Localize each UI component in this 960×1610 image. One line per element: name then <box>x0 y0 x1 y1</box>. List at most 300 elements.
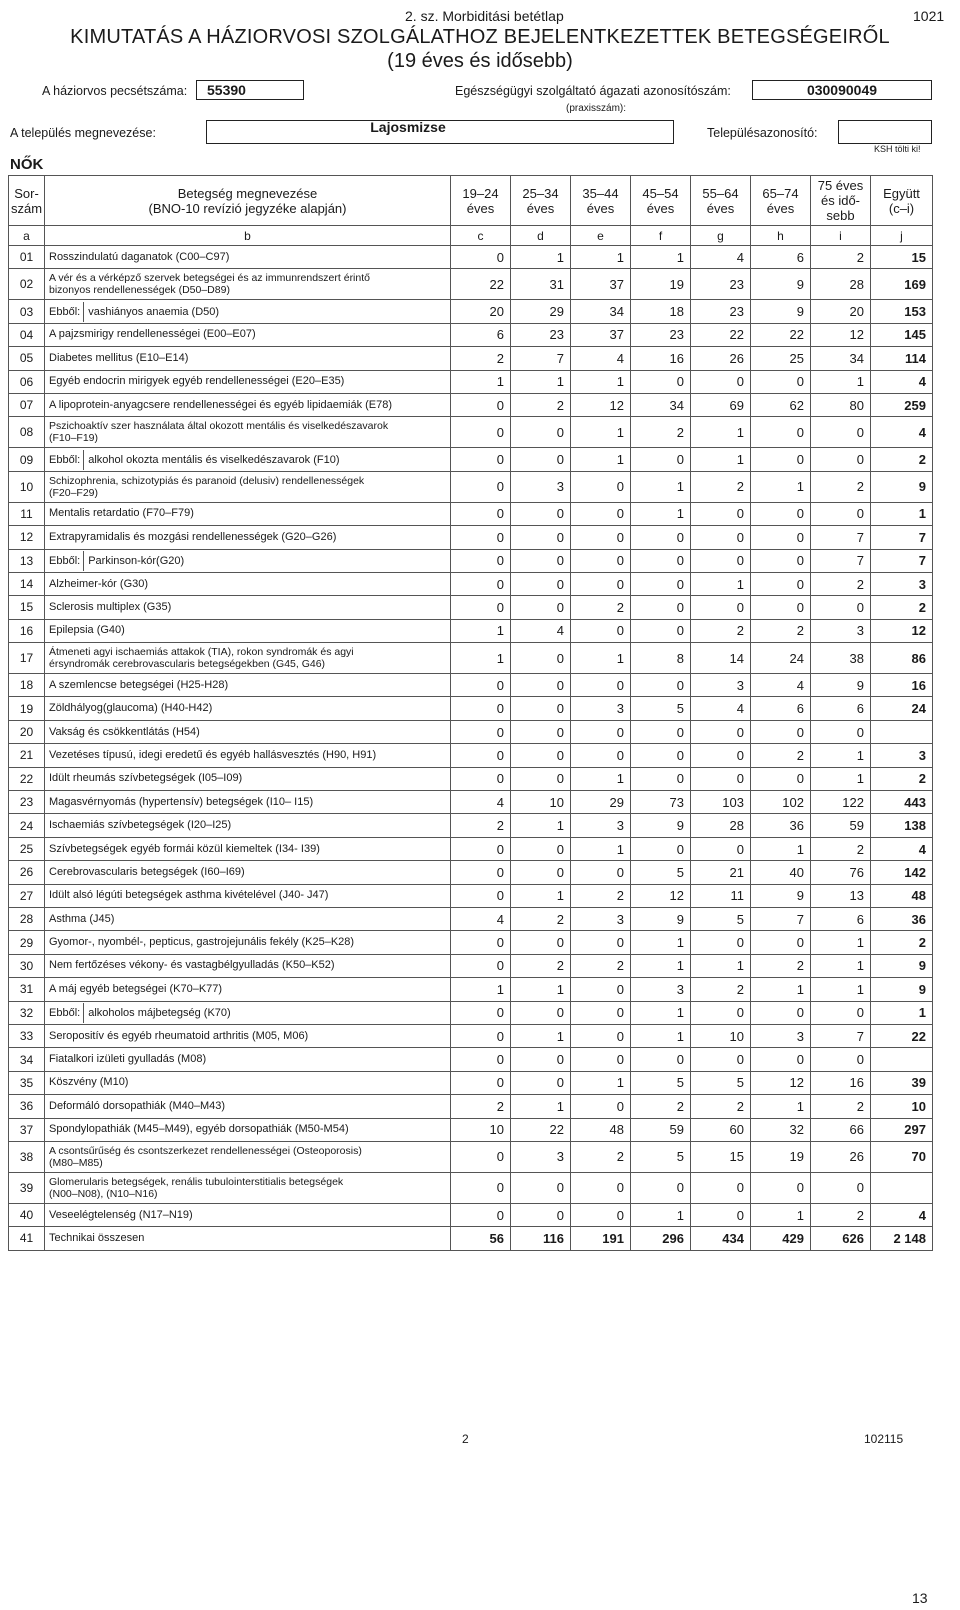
count-cell: 0 <box>451 884 511 907</box>
table-row <box>9 837 933 860</box>
count-cell: 9 <box>631 814 691 837</box>
total-cell: 1 <box>871 1001 933 1024</box>
count-cell: 0 <box>571 744 631 767</box>
disease-name <box>45 744 451 767</box>
count-cell: 0 <box>571 619 631 642</box>
count-cell: 0 <box>451 393 511 416</box>
ksh-note: KSH tölti ki! <box>874 144 921 154</box>
table-row <box>9 1227 933 1250</box>
prefix-divider <box>83 450 84 470</box>
count-cell: 1 <box>571 448 631 471</box>
count-cell: 0 <box>571 502 631 525</box>
count-cell: 0 <box>631 596 691 619</box>
count-cell: 1 <box>511 884 571 907</box>
count-cell: 56 <box>451 1227 511 1250</box>
count-cell: 0 <box>511 526 571 549</box>
count-cell: 0 <box>811 448 871 471</box>
count-cell: 0 <box>571 526 631 549</box>
count-cell: 12 <box>631 884 691 907</box>
count-cell: 1 <box>511 1095 571 1118</box>
disease-name-line1: Technikai összesen <box>49 1231 145 1244</box>
disease-name <box>45 370 451 393</box>
row-number: 24 <box>9 814 45 837</box>
count-cell: 0 <box>691 549 751 572</box>
count-cell: 1 <box>691 954 751 977</box>
count-cell: 5 <box>631 697 691 720</box>
disease-name-line1: A csontsűrűség és csontszerkezet rendellenességei (Osteoporosis) <box>49 1144 362 1157</box>
count-cell: 1 <box>691 572 751 595</box>
settlement-label: A település megnevezése: <box>10 126 156 140</box>
count-cell: 0 <box>691 767 751 790</box>
count-cell: 191 <box>571 1227 631 1250</box>
disease-name-line1: Seropositív és egyéb rheumatoid arthritis (M05, M06) <box>49 1029 309 1042</box>
count-cell: 0 <box>571 471 631 502</box>
disease-name <box>45 300 451 323</box>
disease-name-line1: Pszichoaktív szer használata által okozott mentális és viselkedészavarok <box>49 420 389 433</box>
count-cell: 69 <box>691 393 751 416</box>
total-cell: 1 <box>871 502 933 525</box>
total-cell: 2 <box>871 448 933 471</box>
disease-name <box>45 1024 451 1047</box>
row-number: 28 <box>9 907 45 930</box>
col-letter: d <box>511 226 571 246</box>
sector-id-label: Egészségügyi szolgáltató ágazati azonosítószám: <box>455 84 731 98</box>
row-number: 16 <box>9 619 45 642</box>
disease-name <box>45 1118 451 1141</box>
row-number: 17 <box>9 643 45 674</box>
row-number: 05 <box>9 347 45 370</box>
count-cell: 23 <box>691 269 751 300</box>
count-cell: 31 <box>511 269 571 300</box>
count-cell: 28 <box>691 814 751 837</box>
count-cell: 626 <box>811 1227 871 1250</box>
row-number: 38 <box>9 1141 45 1172</box>
count-cell: 0 <box>691 1203 751 1226</box>
prefix-divider <box>83 1003 84 1023</box>
count-cell: 5 <box>631 1141 691 1172</box>
disease-name <box>45 596 451 619</box>
total-cell: 4 <box>871 837 933 860</box>
page-title: KIMUTATÁS A HÁZIORVOSI SZOLGÁLATHOZ BEJELENTKEZETTEK BETEGSÉGEIRŐL <box>70 26 890 48</box>
disease-name <box>45 393 451 416</box>
disease-name-line1: Sclerosis multiplex (G35) <box>49 600 172 613</box>
count-cell: 3 <box>571 814 631 837</box>
count-cell: 1 <box>451 619 511 642</box>
total-cell: 153 <box>871 300 933 323</box>
row-number: 06 <box>9 370 45 393</box>
count-cell: 1 <box>751 978 811 1001</box>
count-cell: 4 <box>751 674 811 697</box>
count-cell: 1 <box>811 931 871 954</box>
count-cell: 0 <box>571 549 631 572</box>
count-cell: 0 <box>631 674 691 697</box>
total-cell: 443 <box>871 791 933 814</box>
count-cell: 22 <box>751 323 811 346</box>
count-cell: 2 <box>691 471 751 502</box>
total-cell <box>871 1172 933 1203</box>
count-cell: 1 <box>631 1203 691 1226</box>
count-cell: 2 <box>571 954 631 977</box>
count-cell: 0 <box>511 744 571 767</box>
count-cell: 0 <box>451 697 511 720</box>
praxis-label: (praxisszám): <box>566 103 627 114</box>
count-cell: 7 <box>811 1024 871 1047</box>
count-cell: 3 <box>631 978 691 1001</box>
disease-name <box>45 549 451 572</box>
disease-name-line1: Szívbetegségek egyéb formái közül kiemeltek (I34- I39) <box>49 842 320 855</box>
count-cell: 0 <box>631 767 691 790</box>
table-row <box>9 1203 933 1226</box>
row-number: 08 <box>9 417 45 448</box>
count-cell: 0 <box>511 1048 571 1071</box>
header-age-35-44: 35–44 éves <box>571 176 631 226</box>
count-cell: 34 <box>571 300 631 323</box>
count-cell: 1 <box>751 1203 811 1226</box>
disease-name-line1: Alzheimer-kór (G30) <box>49 577 149 590</box>
count-cell: 1 <box>631 246 691 269</box>
count-cell: 0 <box>691 1172 751 1203</box>
count-cell: 60 <box>691 1118 751 1141</box>
table-row <box>9 1095 933 1118</box>
count-cell: 122 <box>811 791 871 814</box>
count-cell: 0 <box>571 1048 631 1071</box>
total-cell: 9 <box>871 978 933 1001</box>
count-cell: 2 <box>811 1203 871 1226</box>
col-letter: a <box>9 226 45 246</box>
count-cell: 37 <box>571 269 631 300</box>
count-cell: 0 <box>511 643 571 674</box>
stamp-label: A háziorvos pecsétszáma: <box>42 84 188 98</box>
row-number: 09 <box>9 448 45 471</box>
row-number: 30 <box>9 954 45 977</box>
count-cell: 59 <box>811 814 871 837</box>
table-row <box>9 417 933 448</box>
count-cell: 3 <box>811 619 871 642</box>
count-cell: 0 <box>511 1203 571 1226</box>
total-cell: 169 <box>871 269 933 300</box>
count-cell: 76 <box>811 861 871 884</box>
count-cell: 1 <box>811 744 871 767</box>
col-letter: e <box>571 226 631 246</box>
total-cell: 7 <box>871 549 933 572</box>
disease-name <box>45 471 451 502</box>
table-row <box>9 370 933 393</box>
disease-name-line1: Parkinson-kór(G20) <box>88 554 185 567</box>
total-cell: 48 <box>871 884 933 907</box>
count-cell: 0 <box>691 744 751 767</box>
row-number: 20 <box>9 720 45 743</box>
count-cell: 1 <box>811 978 871 1001</box>
table-row <box>9 300 933 323</box>
disease-name-line1: Epilepsia (G40) <box>49 624 125 637</box>
count-cell: 1 <box>451 370 511 393</box>
table-row <box>9 884 933 907</box>
row-number: 37 <box>9 1118 45 1141</box>
disease-name-line1: Magasvérnyomás (hypertensív) betegségek (I10– I15) <box>49 795 314 808</box>
total-cell: 4 <box>871 417 933 448</box>
count-cell: 0 <box>571 572 631 595</box>
count-cell: 2 <box>691 978 751 1001</box>
disease-name-line1: Deformáló dorsopathiák (M40–M43) <box>49 1099 226 1112</box>
disease-name <box>45 246 451 269</box>
count-cell: 2 <box>451 347 511 370</box>
count-cell: 34 <box>631 393 691 416</box>
disease-name <box>45 448 451 471</box>
disease-name-line2: (F10–F19) <box>49 432 99 445</box>
settlement-id-field[interactable] <box>838 120 932 144</box>
count-cell: 3 <box>691 674 751 697</box>
table-row <box>9 643 933 674</box>
count-cell: 2 <box>631 1095 691 1118</box>
count-cell: 12 <box>571 393 631 416</box>
disease-name-line1: Spondylopathiák (M45–M49), egyéb dorsopathiák (M50-M54) <box>49 1123 349 1136</box>
settlement-field[interactable] <box>206 120 674 144</box>
disease-name <box>45 323 451 346</box>
count-cell: 0 <box>751 502 811 525</box>
total-cell: 9 <box>871 471 933 502</box>
count-cell: 0 <box>511 1172 571 1203</box>
row-number: 23 <box>9 791 45 814</box>
count-cell: 4 <box>451 791 511 814</box>
count-cell: 0 <box>751 526 811 549</box>
count-cell: 1 <box>571 767 631 790</box>
count-cell: 0 <box>811 720 871 743</box>
count-cell: 0 <box>511 674 571 697</box>
count-cell: 2 <box>451 1095 511 1118</box>
count-cell: 48 <box>571 1118 631 1141</box>
disease-name-line1: Gyomor-, nyombél-, pepticus, gastrojejunális fekély (K25–K28) <box>49 936 355 949</box>
count-cell: 18 <box>631 300 691 323</box>
count-cell: 23 <box>631 323 691 346</box>
disease-name-line1: Idült alsó légúti betegségek asthma kivételével (J40- J47) <box>49 889 329 902</box>
count-cell: 1 <box>811 954 871 977</box>
count-cell: 3 <box>511 1141 571 1172</box>
count-cell: 0 <box>451 417 511 448</box>
header-age-19-24: 19–24 éves <box>451 176 511 226</box>
count-cell: 2 <box>571 884 631 907</box>
count-cell: 0 <box>451 720 511 743</box>
total-cell: 114 <box>871 347 933 370</box>
count-cell: 21 <box>691 861 751 884</box>
total-cell: 70 <box>871 1141 933 1172</box>
disease-name <box>45 907 451 930</box>
prefix-divider <box>83 551 84 571</box>
count-cell: 0 <box>631 572 691 595</box>
disease-name <box>45 1001 451 1024</box>
count-cell: 0 <box>451 549 511 572</box>
count-cell: 0 <box>571 720 631 743</box>
count-cell: 2 <box>811 837 871 860</box>
count-cell: 22 <box>511 1118 571 1141</box>
disease-name-line1: Vezetéses típusú, idegi eredetű és egyéb hallásvesztés (H90, H91) <box>49 748 377 761</box>
table-row <box>9 471 933 502</box>
table-row <box>9 323 933 346</box>
disease-name-line1: Veseelégtelenség (N17–N19) <box>49 1208 193 1221</box>
disease-name <box>45 1095 451 1118</box>
stamp-field[interactable]: 55390 <box>196 80 304 100</box>
count-cell: 1 <box>571 1071 631 1094</box>
count-cell: 2 <box>451 814 511 837</box>
count-cell: 5 <box>691 907 751 930</box>
count-cell: 0 <box>571 1095 631 1118</box>
count-cell: 24 <box>751 643 811 674</box>
count-cell: 0 <box>811 1172 871 1203</box>
disease-name-line1: Glomerularis betegségek, renális tubulointerstitialis betegségek <box>49 1175 344 1188</box>
count-cell: 1 <box>451 978 511 1001</box>
count-cell: 0 <box>451 1024 511 1047</box>
table-row <box>9 269 933 300</box>
row-number: 14 <box>9 572 45 595</box>
count-cell: 1 <box>511 1024 571 1047</box>
count-cell: 0 <box>571 1172 631 1203</box>
table-row <box>9 502 933 525</box>
row-number: 11 <box>9 502 45 525</box>
count-cell: 0 <box>511 931 571 954</box>
count-cell: 102 <box>751 791 811 814</box>
count-cell: 6 <box>451 323 511 346</box>
count-cell: 0 <box>751 417 811 448</box>
count-cell: 9 <box>631 907 691 930</box>
count-cell: 0 <box>691 370 751 393</box>
subitem-prefix: Ebből: <box>49 1006 81 1019</box>
row-number: 34 <box>9 1048 45 1071</box>
count-cell: 0 <box>691 931 751 954</box>
table-row <box>9 549 933 572</box>
table-row <box>9 526 933 549</box>
row-number: 25 <box>9 837 45 860</box>
total-cell: 2 148 <box>871 1227 933 1250</box>
count-cell: 0 <box>451 526 511 549</box>
count-cell: 9 <box>751 269 811 300</box>
table-row <box>9 744 933 767</box>
count-cell: 9 <box>751 300 811 323</box>
count-cell: 80 <box>811 393 871 416</box>
row-number: 36 <box>9 1095 45 1118</box>
count-cell: 0 <box>571 861 631 884</box>
count-cell: 1 <box>691 448 751 471</box>
count-cell: 10 <box>511 791 571 814</box>
header-age-65-74: 65–74 éves <box>751 176 811 226</box>
col-letter: f <box>631 226 691 246</box>
disease-name <box>45 931 451 954</box>
count-cell: 0 <box>631 1172 691 1203</box>
row-number: 07 <box>9 393 45 416</box>
total-cell: 12 <box>871 619 933 642</box>
row-number: 02 <box>9 269 45 300</box>
count-cell: 1 <box>571 643 631 674</box>
count-cell: 0 <box>451 1071 511 1094</box>
count-cell: 1 <box>811 370 871 393</box>
total-cell: 7 <box>871 526 933 549</box>
column-letter-row <box>9 226 933 246</box>
table-row <box>9 596 933 619</box>
disease-name <box>45 347 451 370</box>
count-cell: 0 <box>691 837 751 860</box>
count-cell: 23 <box>691 300 751 323</box>
count-cell: 116 <box>511 1227 571 1250</box>
count-cell: 0 <box>751 931 811 954</box>
total-cell: 15 <box>871 246 933 269</box>
count-cell: 1 <box>631 954 691 977</box>
count-cell: 3 <box>751 1024 811 1047</box>
table-row <box>9 448 933 471</box>
page-subtitle: (19 éves és idősebb) <box>387 50 573 72</box>
count-cell: 7 <box>511 347 571 370</box>
disease-name-line1: alkohol okozta mentális és viselkedészavarok (F10) <box>88 453 340 466</box>
disease-name-line1: Egyéb endocrin mirigyek egyéb rendellenességei (E20–E35) <box>49 375 345 388</box>
total-cell: 2 <box>871 596 933 619</box>
disease-name-line1: A pajzsmirigy rendellenességei (E00–E07) <box>49 328 256 341</box>
count-cell: 16 <box>811 1071 871 1094</box>
count-cell: 0 <box>751 767 811 790</box>
header-disease-name: Betegség megnevezése (BNO-10 revízió jegyzéke alapján) <box>45 176 451 226</box>
table-row <box>9 1118 933 1141</box>
count-cell: 103 <box>691 791 751 814</box>
count-cell: 0 <box>511 502 571 525</box>
count-cell: 0 <box>631 837 691 860</box>
count-cell: 8 <box>631 643 691 674</box>
row-number: 10 <box>9 471 45 502</box>
disease-name-line1: Ischaemiás szívbetegségek (I20–I25) <box>49 819 232 832</box>
disease-name <box>45 674 451 697</box>
count-cell: 14 <box>691 643 751 674</box>
col-letter: g <box>691 226 751 246</box>
row-number: 12 <box>9 526 45 549</box>
disease-name <box>45 502 451 525</box>
count-cell: 1 <box>751 471 811 502</box>
disease-name <box>45 720 451 743</box>
table-row <box>9 791 933 814</box>
count-cell: 0 <box>571 978 631 1001</box>
count-cell: 0 <box>691 1001 751 1024</box>
count-cell: 4 <box>511 619 571 642</box>
count-cell: 7 <box>811 526 871 549</box>
count-cell: 0 <box>511 596 571 619</box>
count-cell: 0 <box>511 697 571 720</box>
count-cell: 296 <box>631 1227 691 1250</box>
count-cell: 0 <box>751 1172 811 1203</box>
count-cell: 0 <box>451 744 511 767</box>
count-cell: 26 <box>691 347 751 370</box>
table-row <box>9 1024 933 1047</box>
count-cell: 1 <box>631 1024 691 1047</box>
count-cell: 1 <box>511 814 571 837</box>
section-label: NŐK <box>10 156 44 173</box>
table-row <box>9 246 933 269</box>
count-cell: 0 <box>571 1001 631 1024</box>
total-cell: 4 <box>871 370 933 393</box>
row-number: 39 <box>9 1172 45 1203</box>
disease-name-line1: Schizophrenia, schizotypiás és paranoid (delusiv) rendellenességek <box>49 474 365 487</box>
table-header-row <box>9 176 933 226</box>
count-cell: 0 <box>451 954 511 977</box>
count-cell: 1 <box>631 471 691 502</box>
count-cell: 1 <box>631 1001 691 1024</box>
total-cell: 39 <box>871 1071 933 1094</box>
count-cell: 1 <box>631 502 691 525</box>
disease-name <box>45 814 451 837</box>
count-cell: 1 <box>571 246 631 269</box>
header-age-25-34: 25–34 éves <box>511 176 571 226</box>
count-cell: 10 <box>451 1118 511 1141</box>
count-cell: 2 <box>631 417 691 448</box>
disease-name <box>45 1203 451 1226</box>
footer-page: 2 <box>462 1432 469 1446</box>
disease-name <box>45 978 451 1001</box>
total-cell: 3 <box>871 572 933 595</box>
sector-id-field[interactable]: 030090049 <box>752 80 932 100</box>
count-cell: 0 <box>691 502 751 525</box>
